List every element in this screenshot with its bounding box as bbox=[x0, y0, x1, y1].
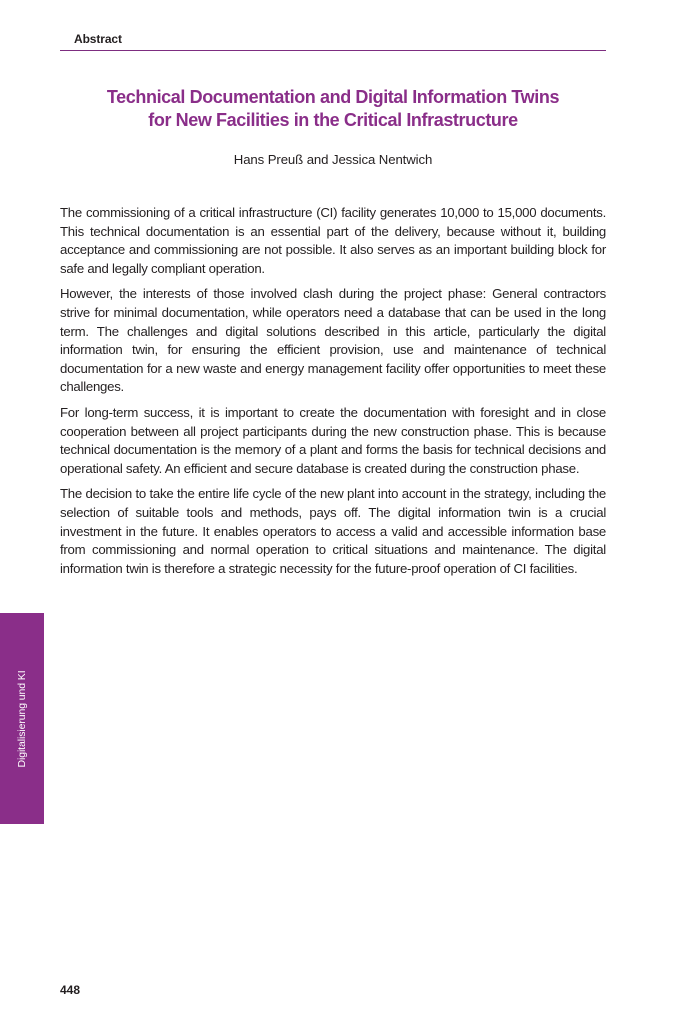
page-number: 448 bbox=[60, 983, 81, 997]
abstract-paragraph: The commissioning of a critical infrastructure (CI) facility generates 10,000 to 15,000 documents. This technical documentation is an essential part of the delivery, because without it, building acceptance and commissioning are not possible. It also serves as an important building block for safe and legally compliant operation. bbox=[60, 205, 606, 276]
chapter-side-tab bbox=[0, 613, 44, 824]
abstract-paragraph: The decision to take the entire life cycle of the new plant into account in the strategy, including the selection of suitable tools and methods, pays off. The digital information twin is a crucial investment in the future. It enables operators to access a valid and accessible information base from commissioning and normal operation to critical situations and maintenance. The digital information twin is therefore a strategic necessity for the future-proof operation of CI facilities. bbox=[60, 486, 606, 576]
header-divider bbox=[60, 50, 606, 51]
abstract-paragraph: However, the interests of those involved clash during the project phase: General contractors strive for minimal documentation, while operators need a database that can be used in the long term. The challenges and digital solutions described in this article, particularly the digital information twin, for ensuring the efficient provision, use and maintenance of technical documentation for a new waste and energy management facility offer opportunities to meet these challenges. bbox=[60, 286, 606, 395]
article-title-line-2: for New Facilities in the Critical Infrastructure bbox=[148, 110, 518, 130]
abstract-paragraph: For long-term success, it is important to create the documentation with foresight and in close cooperation between all project participants during the new construction phase. This is because technical documentation is the memory of a plant and forms the basis for technical decisions and operational safety. An efficient and secure database is created during the construction phase. bbox=[60, 404, 606, 476]
article-title-line-1: Technical Documentation and Digital Information Twins bbox=[106, 87, 560, 107]
section-label: Abstract bbox=[74, 32, 122, 46]
abstract-body bbox=[60, 204, 606, 585]
chapter-side-tab-label: Digitalisierung und KI bbox=[16, 670, 28, 768]
article-title bbox=[60, 86, 606, 132]
article-authors: Hans Preuß and Jessica Nentwich bbox=[233, 152, 433, 167]
